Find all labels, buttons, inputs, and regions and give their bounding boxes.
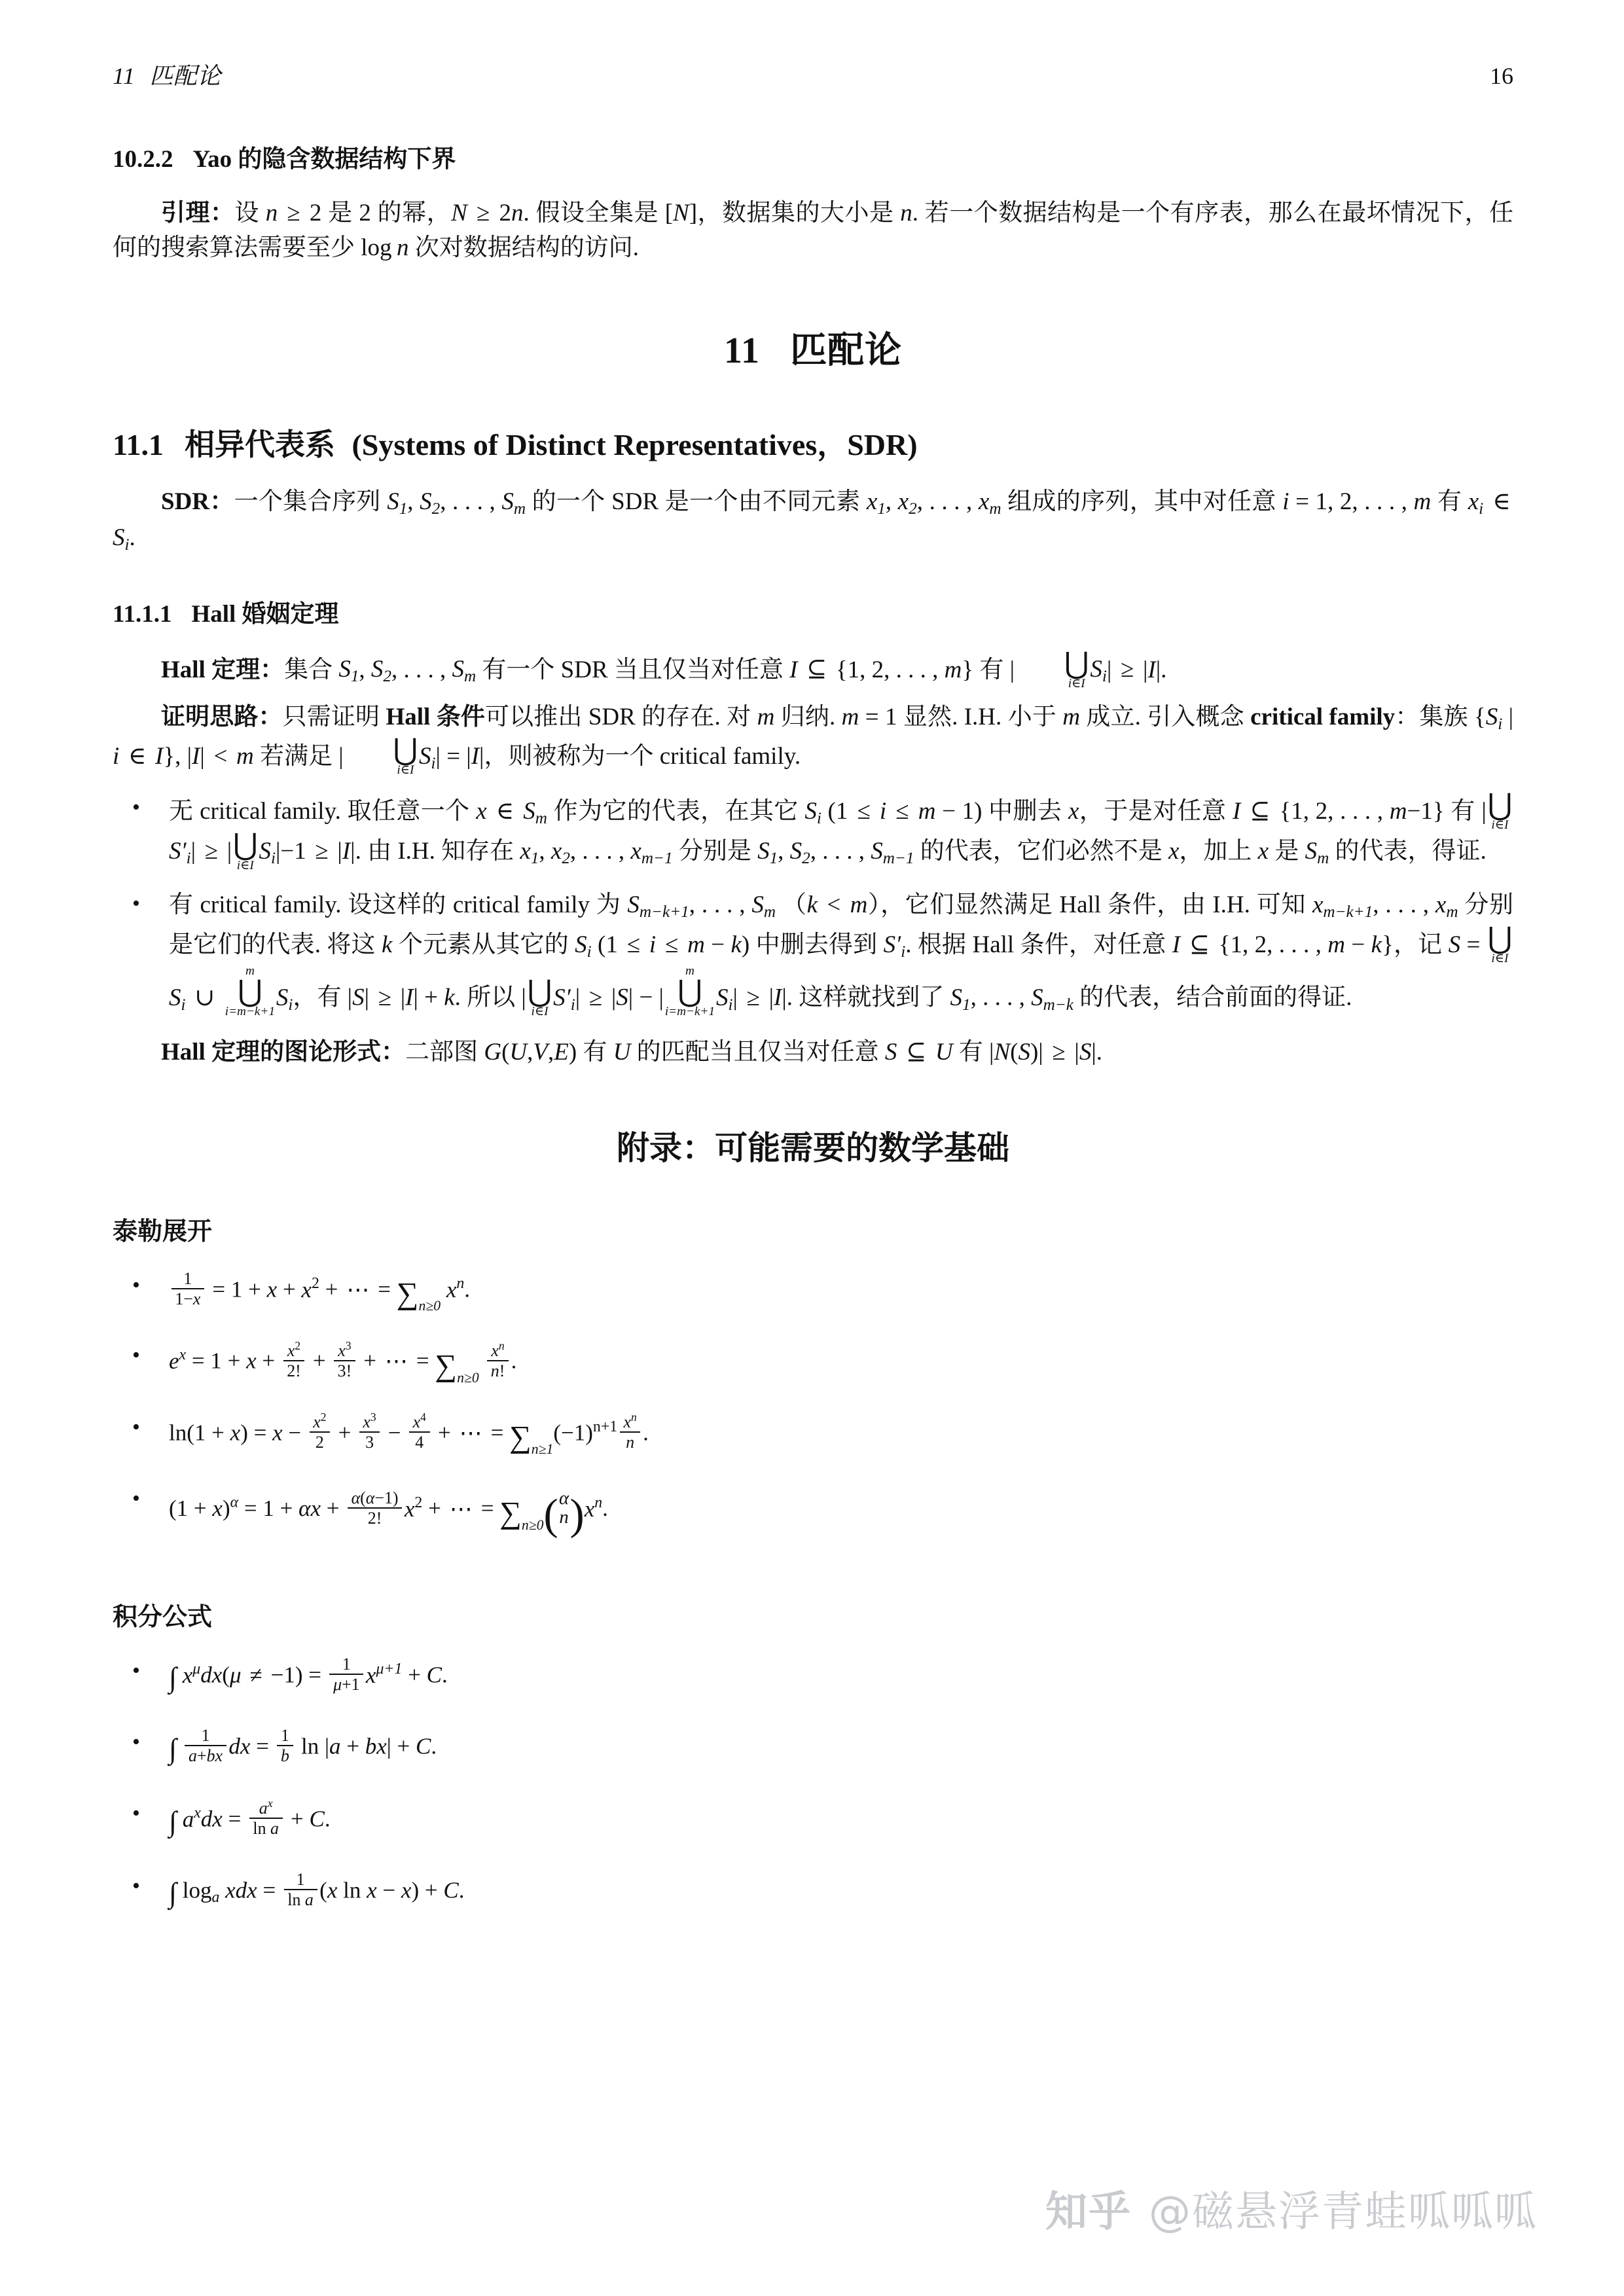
list-item: • 无 critical family. 取任意一个 x ∈ $S_m$ 作为它的代表，在其它 $S_i$ (1 ≤ i ≤ m − 1) 中删去 x，于是对任意 I ⊆ {1, 2, . . . , m−1} 有 | ⋃ i∈I $S'_i|$ ≥ | ⋃ i∈I $S_i|-1 \ge |I|$. 由 I.H. 知存在 $x_1$, $x_2$, . . . , $x_{m-1}$ 分别是 $S_1$, $S_2$, . . . , $S_{m-1}$ 的代表，它们必然不是 x，加上 x 是 $S_m$ 的代表，得证.	[113, 791, 1513, 872]
heading-sdr-number: 11.1	[113, 428, 164, 462]
watermark	[1045, 2178, 1538, 2238]
hall-proof-label: 证明思路：	[161, 704, 283, 731]
hall-theorem-label: Hall 定理：	[161, 656, 285, 683]
heading-yao-number: 10.2.2	[113, 146, 173, 173]
heading-sdr-title-cn: 相异代表系	[184, 428, 335, 462]
heading-integral: 积分公式	[113, 1604, 213, 1632]
list-item: • ∫ $\frac{1}{a+bx}$ dx = $\frac{1}{b}$ ln |a + bx| + C.	[113, 1726, 1513, 1771]
list-item: • ∫ $\log_a$ xdx = $\frac{1}{\text{ln a}}$ (x ln x − x) + C.	[113, 1870, 1513, 1915]
paragraph-yao-lemma: 引理：设 n ≥ 2 是 2 的幂，N ≥ 2n. 假设全集是 [N]，数据集的大小是 n. 若一个数据结构是一个有序表，那么在最坏情况下，任何的搜索算法需要至少 log n 次对数据结构的访问.	[113, 200, 1514, 261]
hall-graph-form-label: Hall 定理的图论形式：	[161, 1038, 406, 1066]
paragraph-hall-graph-form: Hall 定理的图论形式：二部图 G(U,V,E) 有 U 的匹配当且仅当对任意 S ⊆ U 有 |N(S)| ≥ |S|.	[161, 1038, 1102, 1066]
sdr-label: SDR：	[161, 488, 234, 516]
heading-sdr-title-en: (Systems of Distinct Representatives，SDR)	[352, 428, 918, 462]
heading-sdr-section	[113, 421, 1513, 464]
running-head-chapter-number: 11	[113, 63, 135, 89]
running-head-left	[113, 58, 221, 91]
heading-appendix: 附录：可能需要的数学基础	[617, 1130, 1009, 1167]
heading-chapter-title: 匹配论	[789, 331, 902, 372]
list-item: • $e^x = 1 + x$ + $\frac{x^2}{2!}$ + $\frac{x^3}{3!}$ + ⋯ = $\sum_{n\ge 0}$ $\frac{x^n}{n!}$ .	[113, 1339, 1513, 1385]
paragraph-hall-proof: 证明思路：只需证明 Hall 条件可以推出 SDR 的存在. 对 m 归纳. m = 1 显然. I.H. 小于 m 成立. 引入概念 critical family：集族 {$S_i$ | i ∈ I}, |I| < m 若满足 | ⋃ i∈I $S_i| = |I|$，则被称为一个 critical family.	[113, 704, 1514, 778]
list-item: • 有 critical family. 设这样的 critical family 为 $S_{m-k+1}$, . . . , $S_m$ （k < m），它们显然满足 Hall 条件，由 I.H. 可知 $x_{m-k+1}$, . . . , $x_m$ 分别是它们的代表. 将这 k 个元素从其它的 $S_i$ (1 ≤ i ≤ m − k) 中删去得到 $S'_i$. 根据 Hall 条件，对任意 I ⊆ {1, 2, . . . , m − k}，记 S = ⋃ i∈I $S_i$ ∪ m ⋃ i=m−k+1 $S_i$，有 |S| ≥ |I| + k. 所以 | ⋃ i∈I $S'_i| \ge |S|$ − | m ⋃ i=m−k+1 $S_i| \ge |I|$. 这样就找到了 $S_1$, . . . , $S_{m-k}$ 的代表，结合前面的得证.	[113, 888, 1513, 1018]
heading-hall-number: 11.1.1	[113, 600, 172, 628]
heading-chapter	[113, 321, 1513, 374]
list-item: • $\frac{1}{1-x}$ = $1 + x + x^2$ + ⋯ = $\sum_{n\ge 0}$ $x^n$.	[113, 1269, 1513, 1313]
list-item: • ∫ $a^xdx$ = $\frac{a^x}{\text{ln a}}$ + C.	[113, 1797, 1513, 1844]
heading-hall-section	[113, 594, 1513, 629]
list-item: • $(1 + x)^\alpha = 1 + \alpha x$ + $\frac{\alpha(\alpha-1)}{2!}$ $x^2$ + ⋯ = $\sum_{n\ge 0}$( α n )$x^n$.	[113, 1482, 1513, 1548]
heading-chapter-number: 11	[724, 331, 760, 372]
running-head-chapter-title: 匹配论	[149, 63, 221, 89]
taylor-formula-list	[113, 1269, 1513, 1548]
heading-hall-title: Hall 婚姻定理	[191, 600, 339, 628]
watermark-site: 知乎	[1045, 2188, 1132, 2236]
list-item: • ∫ $x^\mu dx(\mu \ne -1)$ = $\frac{1}{\mu+1}$ $x^{\mu+1} + C$.	[113, 1655, 1513, 1700]
paragraph-hall-theorem: Hall 定理：集合 $S_1$, $S_2$, . . . , $S_m$ 有一个 SDR 当且仅当对任意 I ⊆ {1, 2, . . . , m} 有 | ⋃ i∈I $S_i| \ge |I|$.	[161, 646, 1167, 691]
hall-proof-cases	[113, 787, 1514, 1019]
running-head	[113, 58, 1513, 91]
heading-taylor: 泰勒展开	[113, 1218, 213, 1246]
heading-yao-section	[113, 139, 1513, 174]
list-item: • ln(1 + x) = x − $\frac{x^2}{2}$ + $\frac{x^3}{3}$ − $\frac{x^4}{4}$ + ⋯ = $\sum_{n\ge 1}(-1)^{n+1}$ $\frac{x^n}{n}$ .	[113, 1411, 1513, 1457]
integral-formula-list	[113, 1655, 1513, 1915]
document-body	[113, 139, 1513, 1915]
lemma-label: 引理：	[161, 200, 235, 226]
paragraph-sdr-definition: SDR：一个集合序列 $S_1$, $S_2$, . . . , $S_m$ 的一个 SDR 是一个由不同元素 $x_1$, $x_2$, . . . , $x_m$ 组成的序列，其中对任意 i = 1, 2, . . . , m 有 $x_i$ ∈ $S_i$.	[113, 488, 1511, 554]
watermark-user: @磁悬浮青蛙呱呱呱	[1149, 2188, 1538, 2236]
heading-yao-title: Yao 的隐含数据结构下界	[192, 146, 456, 173]
page-number: 16	[1490, 63, 1513, 89]
